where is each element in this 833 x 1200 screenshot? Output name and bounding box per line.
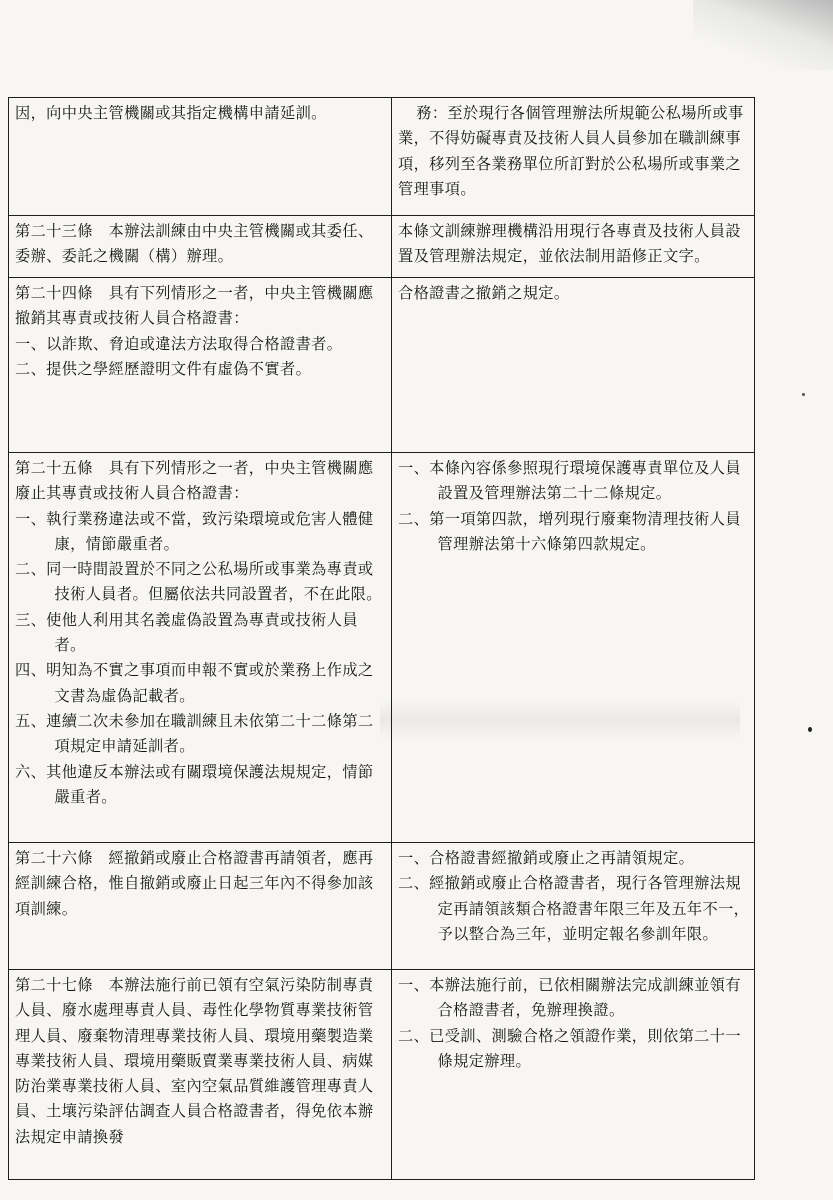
explanation-item: 二、第一項第四款，增列現行廢棄物清理技術人員管理辦法第十六條第四款規定。: [398, 509, 741, 553]
table-row: [9, 453, 755, 843]
explanation-cell: [392, 453, 755, 843]
table-row: [9, 98, 755, 216]
article-item: 六、其他違反本辦法或有關環境保護法規規定，情節嚴重者。: [15, 762, 374, 806]
speck: [808, 727, 812, 732]
explanation-cell: [392, 970, 755, 1180]
article-item: 二、提供之學經歷證明文件有虛偽不實者。: [15, 359, 312, 378]
article-item: 二、同一時間設置於不同之公私場所或事業為專責或技術人員者。但屬依法共同設置者，不在此限。: [15, 560, 382, 604]
article-text: 第二十七條 本辦法施行前已領有空氣污染防制專責人員、廢水處理專責人員、毒性化學物質專業技術管理人員、廢棄物清理專業技術人員、環境用藥製造業專業技術人員、環境用藥販賣業專業技術人員、病媒防治業專業技術人員、室內空氣品質維護管理專責人員、土壤污染評估調查人員合格證書者，得免依本辦法規定申請換發: [15, 976, 374, 1146]
article-item: 四、明知為不實之事項而申報不實或於業務上作成之文書為虛偽記載者。: [15, 661, 374, 705]
explanation-item: 一、本條內容係參照現行環境保護專責單位及人員設置及管理辦法第二十二條規定。: [398, 459, 741, 503]
table-row: [9, 843, 755, 970]
comparison-table: [8, 97, 755, 1180]
article-text-cell: [9, 98, 392, 216]
article-text: 第二十四條 具有下列情形之一者，中央主管機關應撤銷其專責或技術人員合格證書：: [15, 284, 374, 328]
article-text-cell: [9, 970, 392, 1180]
article-item: 五、連續二次未參加在職訓練且未依第二十二條第二項規定申請延訓者。: [15, 711, 374, 756]
speck: [802, 393, 805, 396]
table-row: [9, 970, 755, 1180]
article-text-cell: [9, 843, 392, 970]
explanation-item: 一、合格證書經撤銷或廢止之再請領規定。: [398, 849, 695, 867]
article-text: 因，向中央主管機關或其指定機構申請延訓。: [15, 104, 327, 122]
explanation-item: 二、經撤銷或廢止合格證書者，現行各管理辦法規定再請領該類合格證書年限三年及五年不一，予以整合為三年，並明定報名參訓年限。: [398, 874, 750, 943]
article-item: 一、執行業務違法或不當，致污染環境或危害人體健康，情節嚴重者。: [15, 509, 374, 553]
article-text: 第二十六條 經撤銷或廢止合格證書再請領者，應再經訓練合格，惟自撤銷或廢止日起三年內不得參加該項訓練。: [15, 849, 374, 918]
explanation-text: 本條文訓練辦理機構沿用現行各專責及技術人員設置及管理辦法規定，並依法制用語修正文字。: [398, 222, 741, 266]
table-row: [9, 278, 755, 453]
explanation-cell: [392, 278, 755, 453]
explanation-item: 二、已受訓、測驗合格之領證作業，則依第二十一條規定辦理。: [398, 1026, 741, 1070]
explanation-item: 一、本辦法施行前，已依相關辦法完成訓練並領有合格證書者，免辦理換證。: [398, 976, 741, 1020]
article-text: 第二十五條 具有下列情形之一者，中央主管機關應廢止其專責或技術人員合格證書：: [15, 459, 374, 503]
explanation-text: 合格證書之撤銷之規定。: [398, 284, 570, 302]
explanation-cell: [392, 98, 755, 216]
scan-shadow: [693, 0, 833, 70]
article-text-cell: [9, 278, 392, 453]
article-text: 第二十三條 本辦法訓練由中央主管機關或其委任、委辦、委託之機關（構）辦理。: [15, 222, 374, 266]
article-text-cell: [9, 216, 392, 278]
table-row: [9, 216, 755, 278]
explanation-cell: [392, 216, 755, 278]
article-item: 一、以詐欺、脅迫或違法方法取得合格證書者。: [15, 334, 343, 353]
article-text-cell: [9, 453, 392, 843]
article-item: 三、使他人利用其名義虛偽設置為專責或技術人員者。: [15, 610, 358, 655]
explanation-cell: [392, 843, 755, 970]
explanation-text: 務：至於現行各個管理辦法所規範公私場所或事業，不得妨礙專責及技術人員人員參加在職訓練事項，移列至各業務單位所訂對於公私場所或事業之管理事項。: [398, 104, 744, 198]
